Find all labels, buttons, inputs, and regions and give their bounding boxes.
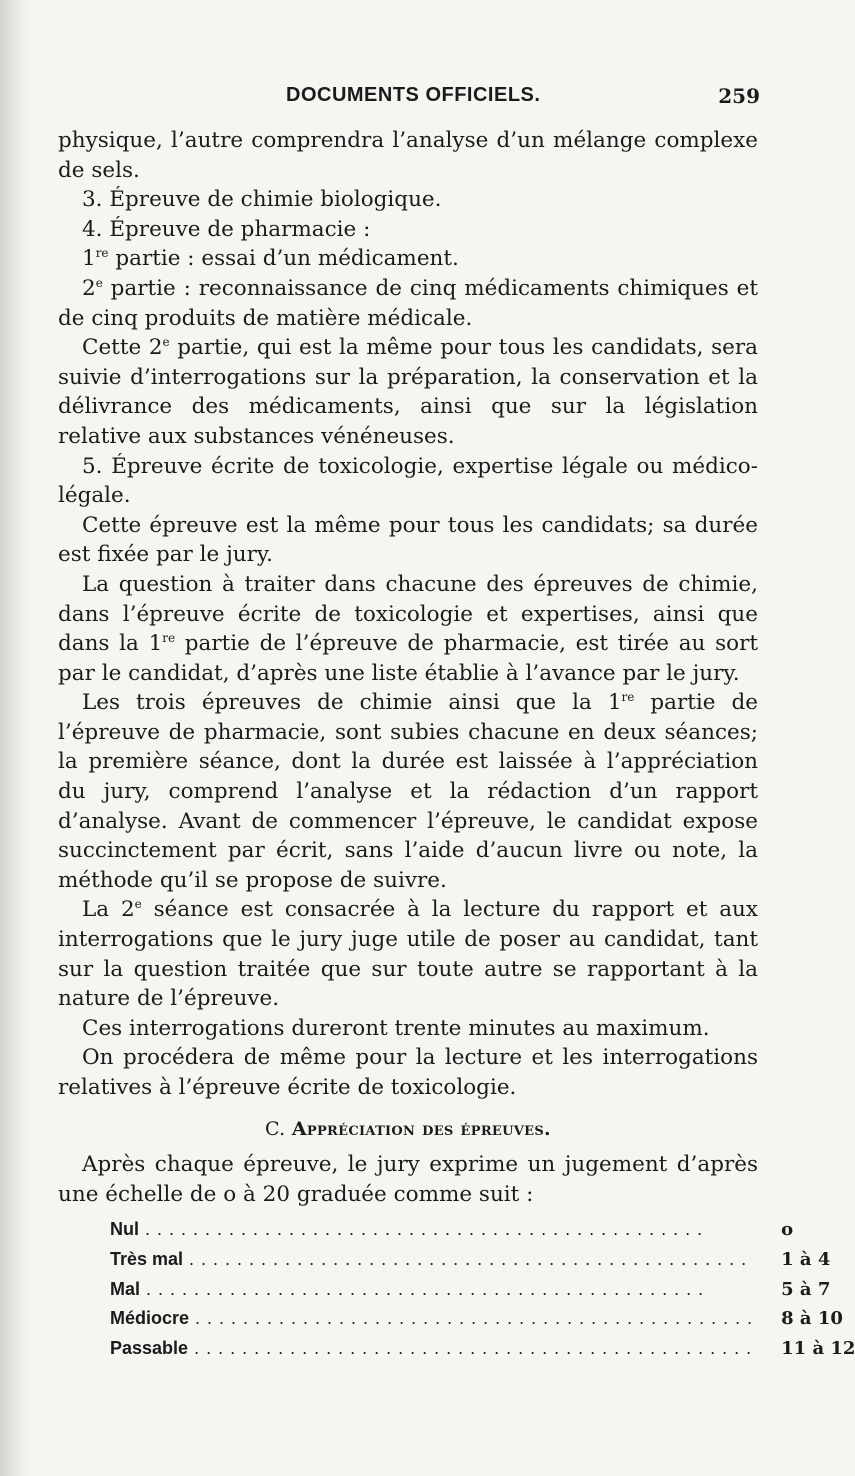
item-5-toxicologie: 5. Épreuve écrite de toxicologie, expertise légale ou médico-légale. bbox=[58, 453, 758, 509]
grade-range: 5 à 7 bbox=[781, 1278, 831, 1300]
paragraph-text: La bbox=[82, 897, 121, 923]
paragraph-text: Les trois épreuves de chimie ainsi que la bbox=[82, 690, 608, 716]
grade-range: 1 à 4 bbox=[781, 1248, 831, 1270]
paragraph-trois-epreuves bbox=[58, 688, 758, 895]
paragraph-2e-seance bbox=[58, 895, 758, 1013]
paragraph-text: séance est consacrée à la lecture du rapport et aux interrogations que le jury juge utile de poser au candidat, tant sur la question traitée que sur toute autre se rapportant à la nature de l’épreuve. bbox=[58, 897, 758, 1012]
table-row bbox=[110, 1275, 855, 1305]
ordinal-number: 2 bbox=[148, 335, 163, 361]
page-edge-shadow bbox=[0, 0, 30, 1476]
paragraph-cette-2e-partie bbox=[58, 333, 758, 451]
paragraph-text: Cette bbox=[82, 335, 149, 361]
paragraph-interrogations-duree: Ces interrogations dureront trente minutes au maximum. bbox=[82, 1015, 710, 1041]
grade-label: Médiocre . . . bbox=[110, 1304, 753, 1334]
item-3-chimie-biologique: 3. Épreuve de chimie biologique. bbox=[82, 187, 442, 213]
grade-range: 11 à 12 bbox=[781, 1337, 855, 1359]
paragraph-text: partie : essai d’un médicament. bbox=[108, 246, 459, 272]
grade-range: 8 à 10 bbox=[781, 1308, 843, 1330]
ordinal-suffix: re bbox=[621, 690, 635, 705]
page-number: 259 bbox=[718, 84, 760, 108]
ordinal-number: 1 bbox=[82, 246, 96, 272]
grade-label: Mal . . . bbox=[110, 1275, 753, 1305]
item-4-pharmacie: 4. Épreuve de pharmacie : bbox=[82, 216, 371, 242]
pharmacie-partie-1 bbox=[58, 244, 758, 274]
section-heading-c bbox=[58, 1115, 758, 1145]
ordinal-suffix: e bbox=[134, 897, 142, 912]
ordinal-suffix: re bbox=[95, 246, 109, 261]
grade-label: Passable . . . bbox=[110, 1334, 753, 1364]
grade-label: Très mal . . . bbox=[110, 1245, 753, 1275]
ordinal-suffix: e bbox=[162, 335, 170, 349]
paragraph-echelle: Après chaque épreuve, le jury exprime un jugement d’après une échelle de o à 20 graduée comme suit : bbox=[58, 1152, 758, 1207]
grading-scale-table bbox=[110, 1215, 855, 1363]
paragraph-toxicologie-lecture: On procédera de même pour la lecture et les interrogations relatives à l’épreuve écrite de toxicologie. bbox=[58, 1045, 758, 1100]
paragraph-epreuve-meme: Cette épreuve est la même pour tous les candidats; sa durée est fixée par le jury. bbox=[58, 512, 758, 568]
page-body bbox=[58, 126, 855, 1363]
grade-range: o bbox=[781, 1219, 794, 1241]
paragraph-continuation: physique, l’autre comprendra l’analyse d’un mélange complexe de sels. bbox=[58, 128, 758, 183]
paragraph-text: partie de l’épreuve de pharmacie, est tirée au sort par le candidat, d’après une liste établie à l’avance par le jury. bbox=[58, 631, 758, 686]
pharmacie-partie-2 bbox=[58, 274, 758, 333]
running-title: DOCUMENTS OFFICIELS. bbox=[286, 84, 541, 106]
ordinal-number: 2 bbox=[82, 275, 96, 301]
paragraph-text: partie, qui est la même pour tous les candidats, sera suivie d’interrogations sur la préparation, la conservation et la délivrance des médicaments, ainsi que sur la législation relative aux substances vénéneuses. bbox=[58, 335, 758, 449]
section-letter: C. bbox=[265, 1117, 292, 1140]
ordinal-suffix: e bbox=[95, 275, 103, 290]
table-row bbox=[110, 1245, 855, 1275]
paragraph-text: partie : reconnaissance de cinq médicaments chimiques et de cinq produits de matière médicale. bbox=[58, 275, 758, 331]
paragraph-question-tiree bbox=[58, 570, 758, 688]
paragraph-text: La question à traiter dans chacune des épreuves de chimie, dans l’épreuve écrite de toxicologie et expertises, ainsi que dans la bbox=[58, 571, 758, 657]
paragraph-text: partie de l’épreuve de pharmacie, sont subies chacune en deux séances; la première séance, dont la durée est laissée à l’appréciation du jury, comprend l’analyse et la rédaction d’un rapport d’analyse. Avant de commencer l’épreuve, le candidat expose succinctement par écrit, sans l’aide d’aucun livre ou note, la méthode qu’il se propose de suivre. bbox=[58, 690, 758, 893]
table-row bbox=[110, 1215, 855, 1245]
ordinal-number: 1 bbox=[148, 631, 163, 657]
section-title: Appréciation des épreuves. bbox=[291, 1117, 551, 1140]
table-row bbox=[110, 1334, 855, 1364]
page-header bbox=[0, 84, 800, 114]
ordinal-suffix: re bbox=[162, 630, 176, 645]
ordinal-number: 2 bbox=[120, 897, 135, 923]
table-row bbox=[110, 1304, 855, 1334]
ordinal-number: 1 bbox=[607, 690, 622, 716]
grade-label: Nul . . . bbox=[110, 1215, 753, 1245]
